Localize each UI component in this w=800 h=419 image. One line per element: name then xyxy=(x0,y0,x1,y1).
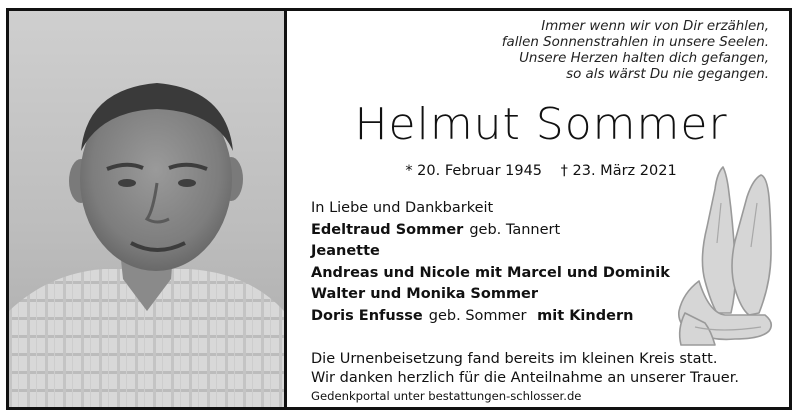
mourner-note: geb. Sommer xyxy=(428,307,527,324)
quote-line: Unsere Herzen halten dich gefangen, xyxy=(519,51,769,66)
mourner-note: geb. Tannert xyxy=(469,221,561,238)
mourner-row xyxy=(311,284,670,306)
memorial-portal-link[interactable]: Gedenkportal unter bestattungen-schlosser.de xyxy=(311,389,582,403)
quote-line: Immer wenn wir von Dir erzählen, xyxy=(541,19,769,34)
mourner-name: Andreas und Nicole mit Marcel und Dominik xyxy=(311,264,670,281)
mourner-row xyxy=(311,306,670,328)
mourner-name: Edeltraud Sommer xyxy=(311,221,464,238)
closing-line: Die Urnenbeisetzung fand bereits im kleinen Kreis statt. xyxy=(311,351,718,367)
mourner-row xyxy=(311,263,670,285)
mourner-row xyxy=(311,241,670,263)
birth-date: * 20. Februar 1945 xyxy=(405,163,543,179)
praying-hands-icon xyxy=(665,163,785,348)
portrait-illustration xyxy=(9,11,284,407)
closing-line: Wir danken herzlich für die Anteilnahme an unserer Trauer. xyxy=(311,370,739,386)
death-date: † 23. März 2021 xyxy=(560,163,677,179)
mourner-row xyxy=(311,220,670,242)
mourners-intro: In Liebe und Dankbarkeit xyxy=(311,200,494,216)
deceased-name: Helmut Sommer xyxy=(354,99,728,150)
mourner-name: Jeanette xyxy=(311,243,380,259)
memorial-quote xyxy=(502,19,769,83)
closing-notice xyxy=(311,350,739,388)
portrait-photo xyxy=(9,11,287,407)
obituary-card xyxy=(6,8,792,410)
quote-line: so als wärst Du nie gegangen. xyxy=(566,67,769,82)
mourner-name: Doris Enfusse xyxy=(311,307,423,324)
mourner-name: Walter und Monika Sommer xyxy=(311,286,539,302)
mourners-list xyxy=(311,198,670,327)
quote-line: fallen Sonnenstrahlen in unsere Seelen. xyxy=(501,35,769,50)
mourner-suffix: mit Kindern xyxy=(537,307,634,324)
